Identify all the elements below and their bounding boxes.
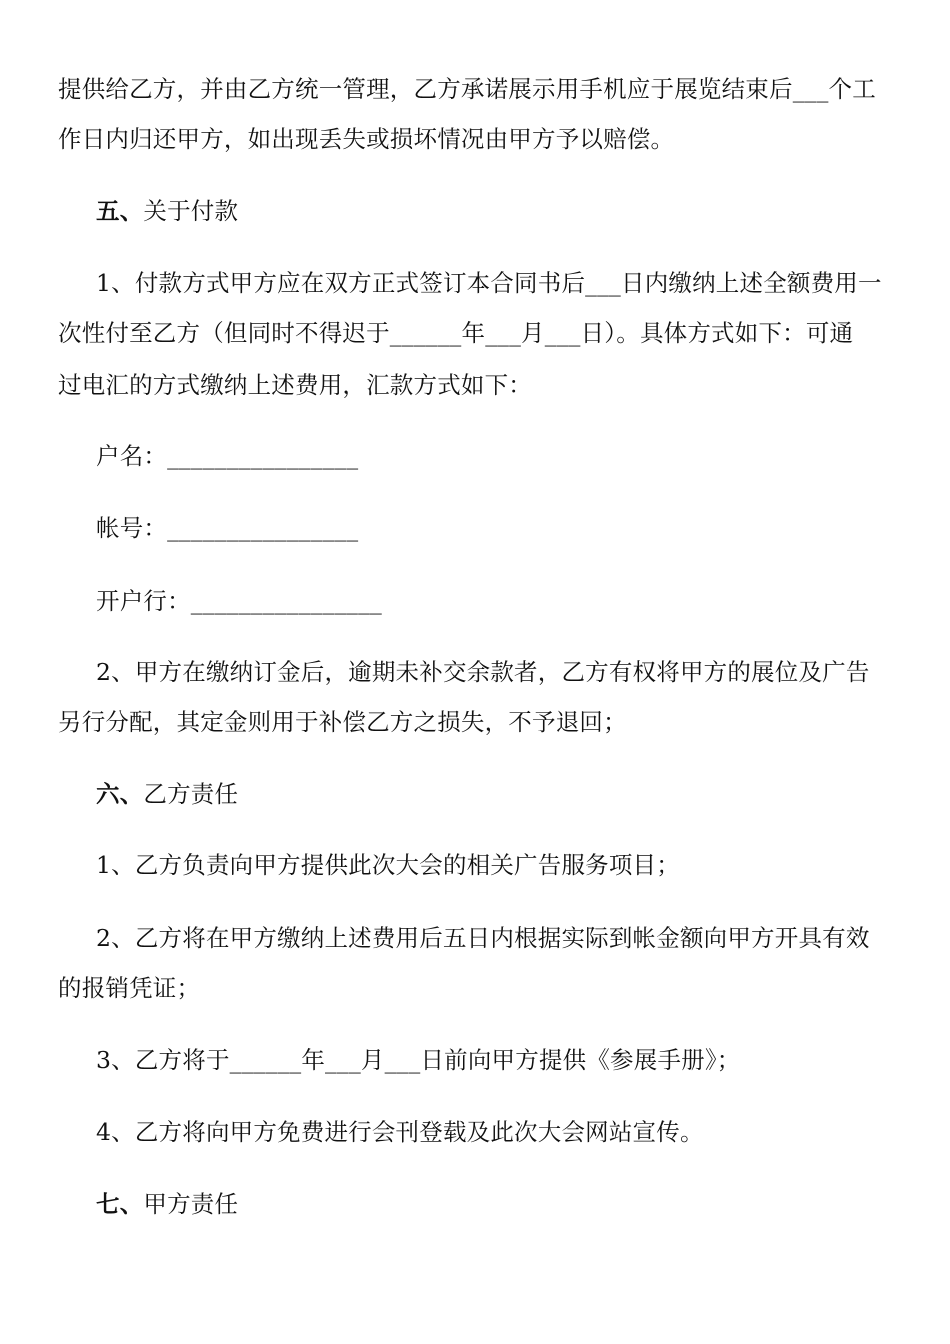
- account-number-field: 帐号：________________: [96, 514, 359, 542]
- section-title: 关于付款: [143, 197, 239, 225]
- paragraph-line: 另行分配，其定金则用于补偿乙方之损失，不予退回；: [58, 708, 627, 736]
- paragraph-line: 提供给乙方，并由乙方统一管理，乙方承诺展示用手机应于展览结束后___个工: [58, 75, 876, 103]
- list-item: 3、乙方将于______年___月___日前向甲方提供《参展手册》；: [96, 1046, 741, 1074]
- section-title: 乙方责任: [143, 780, 239, 808]
- list-item: 4、乙方将向甲方免费进行会刊登载及此次大会网站宣传。: [96, 1118, 704, 1146]
- section-number: 六、: [96, 780, 144, 808]
- section-title: 甲方责任: [143, 1190, 239, 1218]
- list-item: 1、乙方负责向甲方提供此次大会的相关广告服务项目；: [96, 851, 680, 879]
- section-heading-5: [96, 196, 238, 226]
- paragraph-line: 2、甲方在缴纳订金后，逾期未补交余款者，乙方有权将甲方的展位及广告: [96, 658, 870, 686]
- paragraph-line: 1、付款方式甲方应在双方正式签订本合同书后___日内缴纳上述全额费用一: [96, 269, 882, 297]
- section-number: 五、: [96, 197, 144, 225]
- paragraph-line: 次性付至乙方（但同时不得迟于______年___月___日）。具体方式如下：可通: [58, 319, 854, 347]
- paragraph-line: 的报销凭证；: [58, 974, 201, 1002]
- section-heading-7: [96, 1189, 238, 1219]
- account-name-field: 户名：________________: [96, 442, 359, 470]
- paragraph-line: 作日内归还甲方，如出现丢失或损坏情况由甲方予以赔偿。: [58, 125, 675, 153]
- list-item: 2、乙方将在甲方缴纳上述费用后五日内根据实际到帐金额向甲方开具有效: [96, 924, 870, 952]
- paragraph-line: 过电汇的方式缴纳上述费用，汇款方式如下：: [58, 371, 532, 399]
- section-number: 七、: [96, 1190, 144, 1218]
- section-heading-6: [96, 779, 238, 809]
- bank-field: 开户行：________________: [96, 587, 382, 615]
